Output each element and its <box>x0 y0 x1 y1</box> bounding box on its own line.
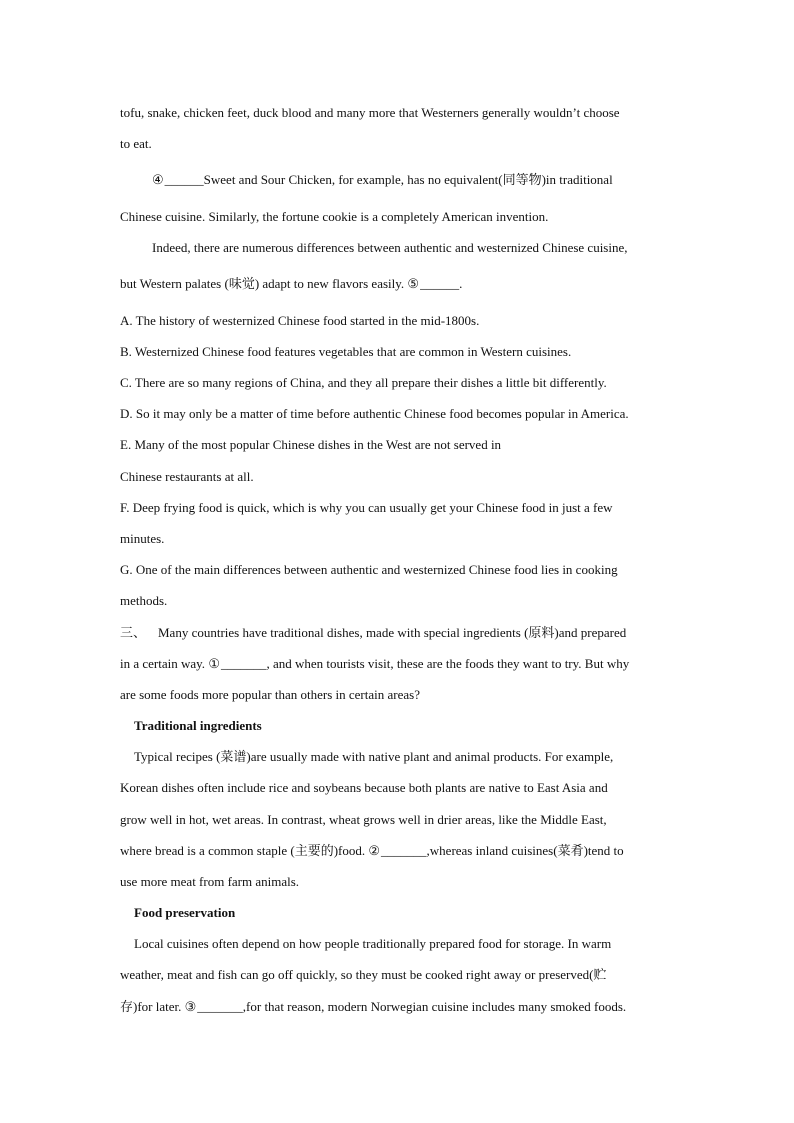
passage-text: use more meat from farm animals. <box>120 874 300 889</box>
passage-line <box>120 656 629 672</box>
option-text: A. The history of westernized Chinese food started in the mid-1800s. <box>120 313 480 328</box>
passage-line <box>120 874 299 890</box>
heading-text: Traditional ingredients <box>134 718 262 733</box>
option-c <box>120 375 607 391</box>
passage-line <box>152 172 613 188</box>
option-text: D. So it may only be a matter of time before authentic Chinese food becomes popular in America. <box>120 406 629 421</box>
passage-line <box>120 843 624 859</box>
passage-line <box>120 812 607 828</box>
blank-number-4: ④ <box>152 172 164 187</box>
passage-line <box>158 625 626 641</box>
option-text: minutes. <box>120 531 165 546</box>
option-text: F. Deep frying food is quick, which is why you can usually get your Chinese food in just a few <box>120 500 613 515</box>
blank-5[interactable]: ______. <box>420 276 463 291</box>
passage-text: , and when tourists visit, these are the foods they want to try. But why <box>266 656 630 671</box>
heading-traditional-ingredients <box>134 718 262 734</box>
option-text: C. There are so many regions of China, and they all prepare their dishes a little bit differently. <box>120 375 607 390</box>
blank-number-5: ⑤ <box>407 276 420 291</box>
blank-4[interactable]: ______ <box>164 172 204 187</box>
option-text: B. Westernized Chinese food features vegetables that are common in Western cuisines. <box>120 344 572 359</box>
option-text: G. One of the main differences between authentic and westernized Chinese food lies in cooking <box>120 562 618 577</box>
option-g <box>120 562 618 578</box>
passage-text: tofu, snake, chicken feet, duck blood and many more that Westerners generally wouldn’t choose <box>120 105 620 120</box>
passage-line <box>120 276 462 292</box>
option-e-continued <box>120 469 254 485</box>
option-text: Chinese restaurants at all. <box>120 469 254 484</box>
section-label: 三、 <box>120 625 147 640</box>
passage-text: ,whereas inland cuisines(菜肴)tend to <box>426 843 624 858</box>
option-e <box>120 437 501 453</box>
passage-text: weather, meat and fish can go off quickly, so they must be cooked right away or preserved(贮 <box>120 967 607 982</box>
passage-text: Typical recipes (菜谱)are usually made with native plant and animal products. For example, <box>134 749 614 764</box>
blank-number-1: ① <box>208 656 220 671</box>
option-b <box>120 344 571 360</box>
passage-line <box>120 967 606 983</box>
passage-text: Indeed, there are numerous differences between authentic and westernized Chinese cuisine, <box>152 240 628 255</box>
option-f <box>120 500 613 516</box>
passage-text: where bread is a common staple (主要的)food. <box>120 843 366 858</box>
passage-text: Korean dishes often include rice and soybeans because both plants are native to East Asia and <box>120 780 608 795</box>
passage-text: Sweet and Sour Chicken, for example, has no equivalent(同等物)in traditional <box>203 172 613 187</box>
heading-food-preservation <box>134 905 235 921</box>
heading-text: Food preservation <box>134 905 236 920</box>
blank-number-2: ② <box>368 843 381 858</box>
passage-text: ,for that reason, modern Norwegian cuisine includes many smoked foods. <box>242 999 627 1014</box>
passage-text: Chinese cuisine. Similarly, the fortune cookie is a completely American invention. <box>120 209 549 224</box>
passage-text: Local cuisines often depend on how people traditionally prepared food for storage. In warm <box>134 936 612 951</box>
passage-text: 存)for later. <box>120 999 182 1014</box>
option-f-continued <box>120 531 164 547</box>
passage-text: are some foods more popular than others in certain areas? <box>120 687 420 702</box>
passage-line <box>120 136 152 152</box>
option-a <box>120 313 479 329</box>
section-three-label <box>120 625 146 641</box>
option-text: E. Many of the most popular Chinese dishes in the West are not served in <box>120 437 502 452</box>
passage-text: Many countries have traditional dishes, made with special ingredients (原料)and prepared <box>158 625 627 640</box>
option-d <box>120 406 629 422</box>
option-g-continued <box>120 593 167 609</box>
blank-2[interactable]: _______ <box>381 843 427 858</box>
blank-3[interactable]: _______ <box>197 999 243 1014</box>
passage-text: grow well in hot, wet areas. In contrast, wheat grows well in drier areas, like the Middle East, <box>120 812 607 827</box>
passage-text: but Western palates (味觉) adapt to new flavors easily. <box>120 276 405 291</box>
passage-line <box>120 780 608 796</box>
passage-line <box>152 240 628 256</box>
passage-text: to eat. <box>120 136 152 151</box>
passage-text: in a certain way. <box>120 656 206 671</box>
passage-line <box>120 209 548 225</box>
passage-line <box>120 105 620 121</box>
passage-line <box>120 687 420 703</box>
passage-line <box>120 999 626 1015</box>
passage-line <box>134 936 611 952</box>
passage-line <box>134 749 613 765</box>
blank-1[interactable]: _______ <box>220 656 267 671</box>
blank-number-3: ③ <box>184 999 197 1014</box>
option-text: methods. <box>120 593 168 608</box>
